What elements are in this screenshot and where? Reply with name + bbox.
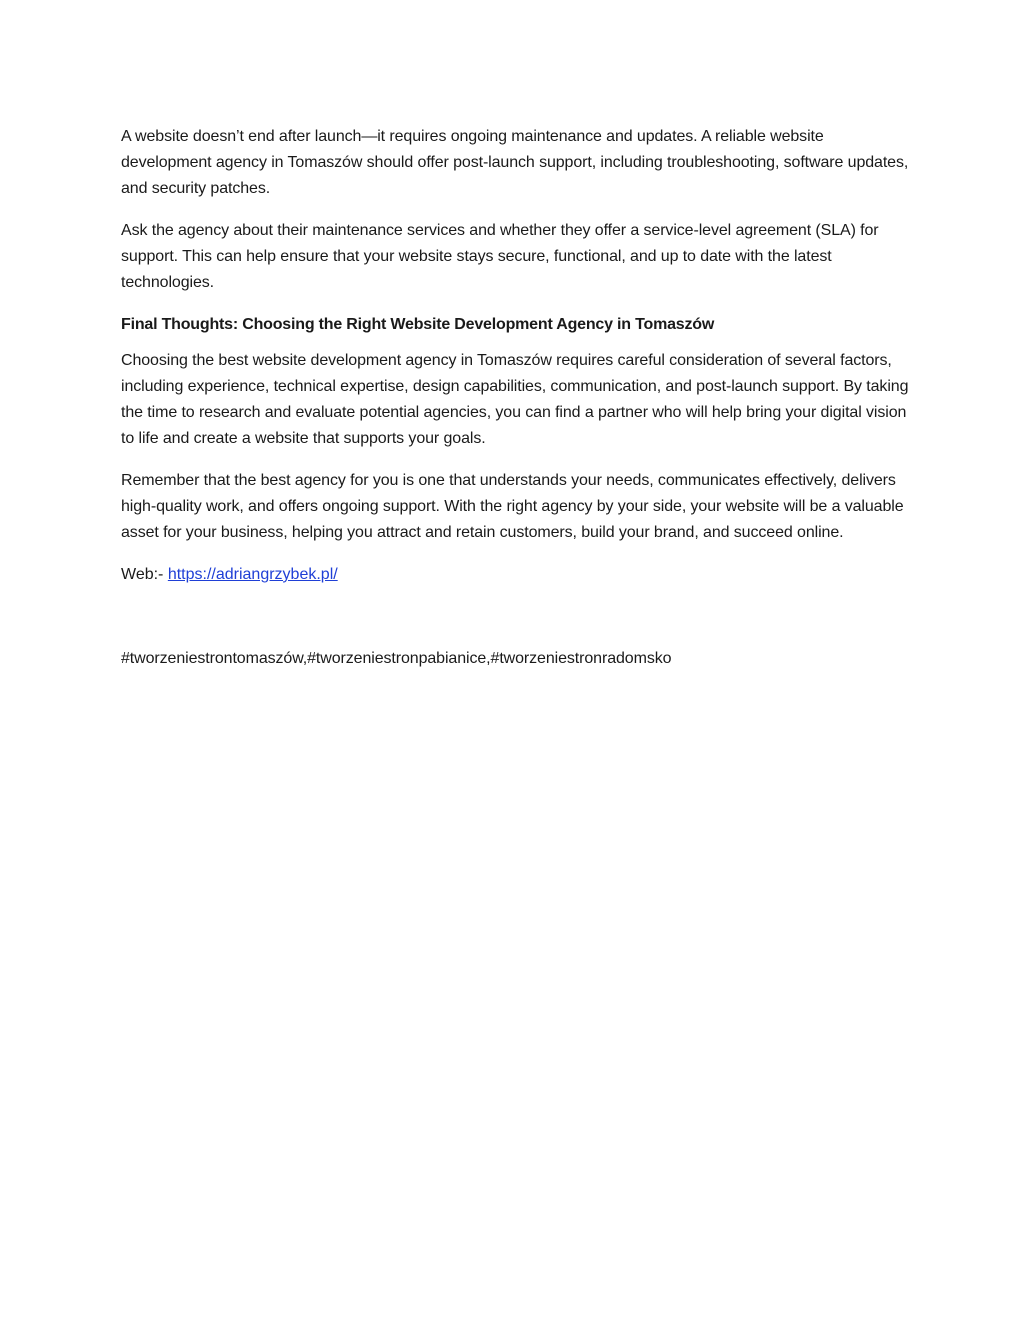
paragraph-sla: Ask the agency about their maintenance services and whether they offer a service-level agreement (SLA) for support. This can help ensure that your website stays secure, functional, and up to date with the latest technologies. xyxy=(121,222,879,291)
website-link[interactable]: https://adriangrzybek.pl/ xyxy=(167,566,338,583)
web-label: Web:- xyxy=(121,566,168,583)
paragraph-choosing: Choosing the best website development agency in Tomaszów requires careful consideration of several factors, including experience, technical expertise, design capabilities, communication, and post-launch support. By taking the time to research and evaluate potential agencies, you can find a partner who will help bring your digital vision to life and create a website that supports your goals. xyxy=(121,352,909,447)
document-page xyxy=(121,124,911,672)
paragraph-remember: Remember that the best agency for you is one that understands your needs, communicates effectively, delivers high-quality work, and offers ongoing support. With the right agency by your side, your website will be a valuable asset for your business, helping you attract and retain customers, build your brand, and succeed online. xyxy=(121,472,904,541)
paragraph-maintenance: A website doesn’t end after launch—it requires ongoing maintenance and updates. A reliable website development agency in Tomaszów should offer post-launch support, including troubleshooting, software updates, and security patches. xyxy=(121,128,909,197)
section-heading: Final Thoughts: Choosing the Right Website Development Agency in Tomaszów xyxy=(121,316,715,333)
hashtags: #tworzeniestrontomaszów,#tworzeniestronpabianice,#tworzeniestronradomsko xyxy=(121,650,672,667)
web-line xyxy=(121,562,911,588)
